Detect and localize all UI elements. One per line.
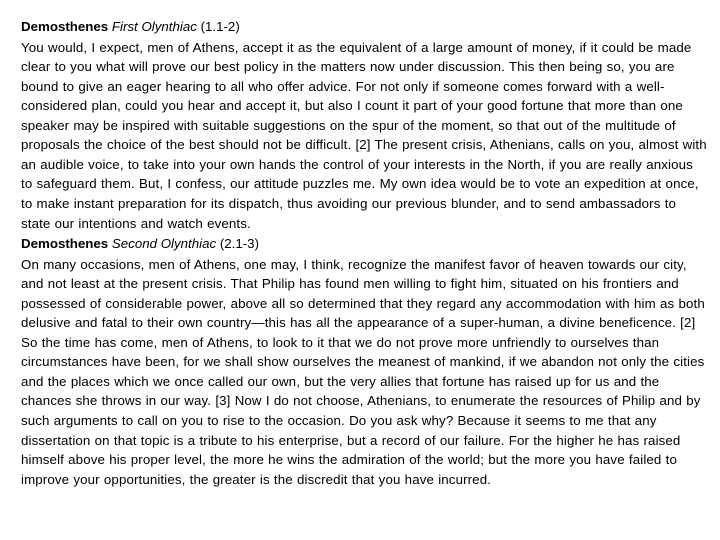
heading-author: Demosthenes [21, 236, 109, 252]
heading-work-title: Second Olynthiac [111, 236, 217, 252]
passage-second-olynthiac: On many occasions, men of Athens, one may, I think, recognize the manifest favor of heaven towards our city, and not least at the present crisis. That Philip has found men willing to fight him, situated on his frontiers and possessed of considerable power, above all so determined that they regard any accommodation with him as both delusive and fatal to their own country—this has all the appearance of a super-human, a divine beneficence. [2] So the time has come, men of Athens, to look to it that we do not prove more unfriendly to ourselves than circumstances have been, for we shall show ourselves the meanest of mankind, if we abandon not only the cities and the places which we once called our own, but the very allies that fortune has raised up for us and the chances she throws in our way. [3] Now I do not choose, Athenians, to enumerate the resources of Philip and by such arguments to call on you to rise to the occasion. Do you ask why? Because it seems to me that any dissertation on that topic is a tribute to his enterprise, but a record of our failure. For the higher he has raised himself above his proper level, the more he wins the admiration of the world; but the more you have failed to improve your opportunities, the greater is the discredit that you have incurred. [21, 256, 705, 487]
section-heading-first-olynthiac [21, 17, 707, 37]
heading-reference: (1.1-2) [200, 19, 240, 34]
heading-work-title: First Olynthiac [111, 19, 197, 34]
heading-reference: (2.1-3) [219, 236, 260, 252]
document-page [21, 17, 707, 490]
section-heading-second-olynthiac [21, 234, 707, 254]
passage-first-olynthiac: You would, I expect, men of Athens, accept it as the equivalent of a large amount of money, if it could be made clear to you what will prove our best policy in the matters now under discussion. This then being so, you are bound to give an eager hearing to all who offer advice. For not only if someone comes forward with a well-considered plan, could you hear and accept it, but also I count it part of your good fortune that more than one speaker may be inspired with suitable suggestions on the spur of the moment, so that out of the multitude of proposals the choice of the best should not be difficult. [2] The present crisis, Athenians, calls on you, almost with an audible voice, to take into your own hands the control of your interests in the North, if you are really anxious to safeguard them. But, I confess, our attitude puzzles me. My own idea would be to vote an expedition at once, to make instant preparation for its dispatch, thus avoiding our previous blunder, and to send ambassadors to state our intentions and watch events. [21, 39, 707, 231]
heading-author: Demosthenes [21, 19, 109, 34]
